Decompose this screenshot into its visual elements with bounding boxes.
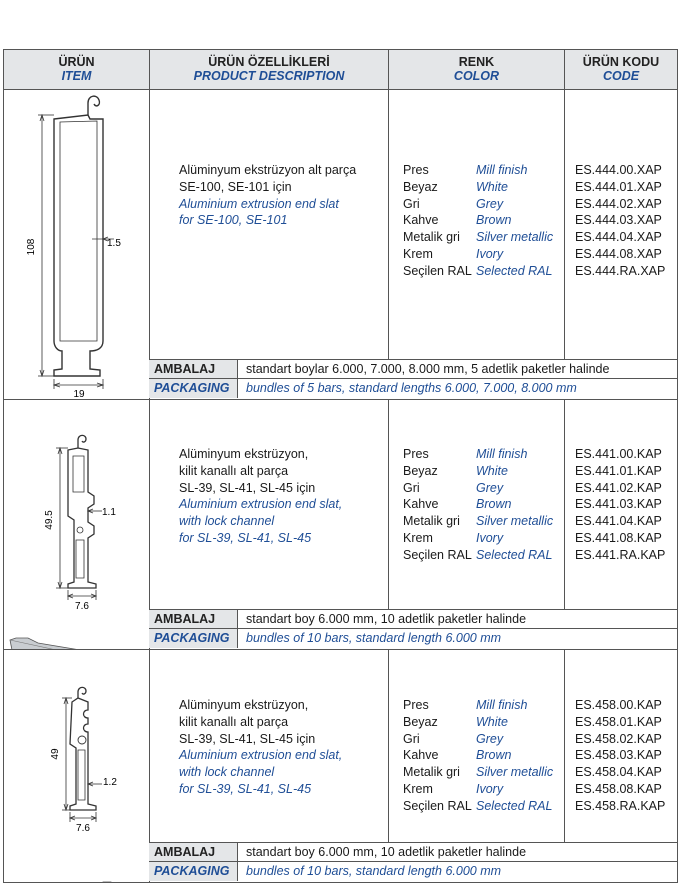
dim-width: 7.6 [76,823,90,834]
col-divider [388,400,389,610]
col-divider [564,50,565,89]
col-divider [388,50,389,89]
profile-drawing [4,650,149,882]
product-row: 108 19 1.5 Alüminyum ekstrüzyon alt parça SE-100, SE-101 için Aluminium extrusion end slat for SE-100, SE-101 Pres Mill finish Beyaz White Gri Grey Kahve Brown Metalik gri Silver metallic Krem Ivory Seçilen RAL Selected RAL ES.444.00.XAP ES.444.01.XAP ES.444.02.XAP ES.444.03.XAP ES.444.04.XAP ES.444.08.XAP ES.444.RA.XAP AMBALAJ standart boylar 6.000, 7.000, 8.000 mm, 5 adetlik paketler halinde PACKAGING bundles of 5 bars, standard lengths 6.000, 7.000, 8.000 mm [4,89,677,399]
dim-height: 108 [26,238,37,256]
profile-drawing [4,89,149,399]
product-row: 49 7.6 1.2 Alüminyum ekstrüzyon, kilit kanallı alt parça SL-39, SL-41, SL-45 için Aluminium extrusion end slat, with lock channel for SL-39, SL-41, SL-45 Pres Mill finish Beyaz White Gri Grey Kahve Brown Metalik gri Silver metallic Krem Ivory Seçilen RAL Selected RAL ES.458.00.KAP ES.458.01.KAP ES.458.02.KAP ES.458.03.KAP ES.458.04.KAP ES.458.08.KAP ES.458.RA.KAP AMBALAJ standart boy 6.000 mm, 10 adetlik paketler halinde PACKAGING bundles of 10 bars, standard length 6.000 mm [4,650,677,882]
dim-thickness: 1.5 [107,238,121,249]
dim-height: 49.5 [44,510,55,530]
product-description: Alüminyum ekstrüzyon, kilit kanallı alt parça SL-39, SL-41, SL-45 için Aluminium extrusion end slat, with lock channel for SL-39, SL-41, SL-45 [179,447,343,545]
dim-thickness: 1.1 [102,507,116,518]
packaging-en: PACKAGING bundles of 5 bars, standard lengths 6.000, 7.000, 8.000 mm [149,379,677,398]
dim-thickness: 1.2 [103,777,117,788]
code-list: ES.458.00.KAP ES.458.01.KAP ES.458.02.KAP ES.458.03.KAP ES.458.04.KAP ES.458.08.KAP ES.458.RA.KAP [575,698,666,813]
code-list: ES.441.00.KAP ES.441.01.KAP ES.441.02.KAP ES.441.03.KAP ES.441.04.KAP ES.441.08.KAP ES.441.RA.KAP [575,447,666,562]
header-color: RENK COLOR [453,55,500,83]
product-description: Alüminyum ekstrüzyon alt parça SE-100, SE-101 için Aluminium extrusion end slat for SE-100, SE-101 [179,163,357,228]
dim-width: 19 [73,389,85,399]
packaging-tr: AMBALAJ standart boylar 6.000, 7.000, 8.000 mm, 5 adetlik paketler halinde [149,360,677,379]
col-divider [564,400,565,610]
col-divider [564,650,565,843]
packaging-box [149,842,677,881]
dim-height: 49 [50,748,61,760]
product-description: Alüminyum ekstrüzyon, kilit kanallı alt parça SL-39, SL-41, SL-45 için Aluminium extrusion end slat, with lock channel for SL-39, SL-41, SL-45 [179,698,343,796]
header-description: ÜRÜN ÖZELLİKLERİ PRODUCT DESCRIPTION [193,55,345,83]
packaging-box [149,359,677,398]
product-sheet [3,49,678,883]
product-row: 49.5 7.6 1.1 Alüminyum ekstrüzyon, kilit kanallı alt parça SL-39, SL-41, SL-45 için Aluminium extrusion end slat, with lock channel for SL-39, SL-41, SL-45 Pres Mill finish Beyaz White Gri Grey Kahve Brown Metalik gri Silver metallic Krem Ivory Seçilen RAL Selected RAL ES.441.00.KAP ES.441.01.KAP ES.441.02.KAP ES.441.03.KAP ES.441.04.KAP ES.441.08.KAP ES.441.RA.KAP AMBALAJ standart boy 6.000 mm, 10 adetlik paketler halinde PACKAGING bundles of 10 bars, standard length 6.000 mm [4,400,677,649]
col-divider [388,89,389,360]
header-code: ÜRÜN KODU CODE [582,55,660,83]
col-divider [388,650,389,843]
header-item: ÜRÜN ITEM [58,55,95,83]
table-header [4,50,677,90]
packaging-tr: AMBALAJ standart boy 6.000 mm, 10 adetlik paketler halinde [149,610,677,629]
packaging-tr: AMBALAJ standart boy 6.000 mm, 10 adetlik paketler halinde [149,843,677,862]
packaging-en: PACKAGING bundles of 10 bars, standard length 6.000 mm [149,862,677,881]
profile-drawing [4,400,149,649]
dim-width: 7.6 [75,601,89,612]
packaging-box [149,609,677,648]
packaging-en: PACKAGING bundles of 10 bars, standard length 6.000 mm [149,629,677,648]
code-list: ES.444.00.XAP ES.444.01.XAP ES.444.02.XAP ES.444.03.XAP ES.444.04.XAP ES.444.08.XAP ES.444.RA.XAP [575,163,666,278]
col-divider [564,89,565,360]
